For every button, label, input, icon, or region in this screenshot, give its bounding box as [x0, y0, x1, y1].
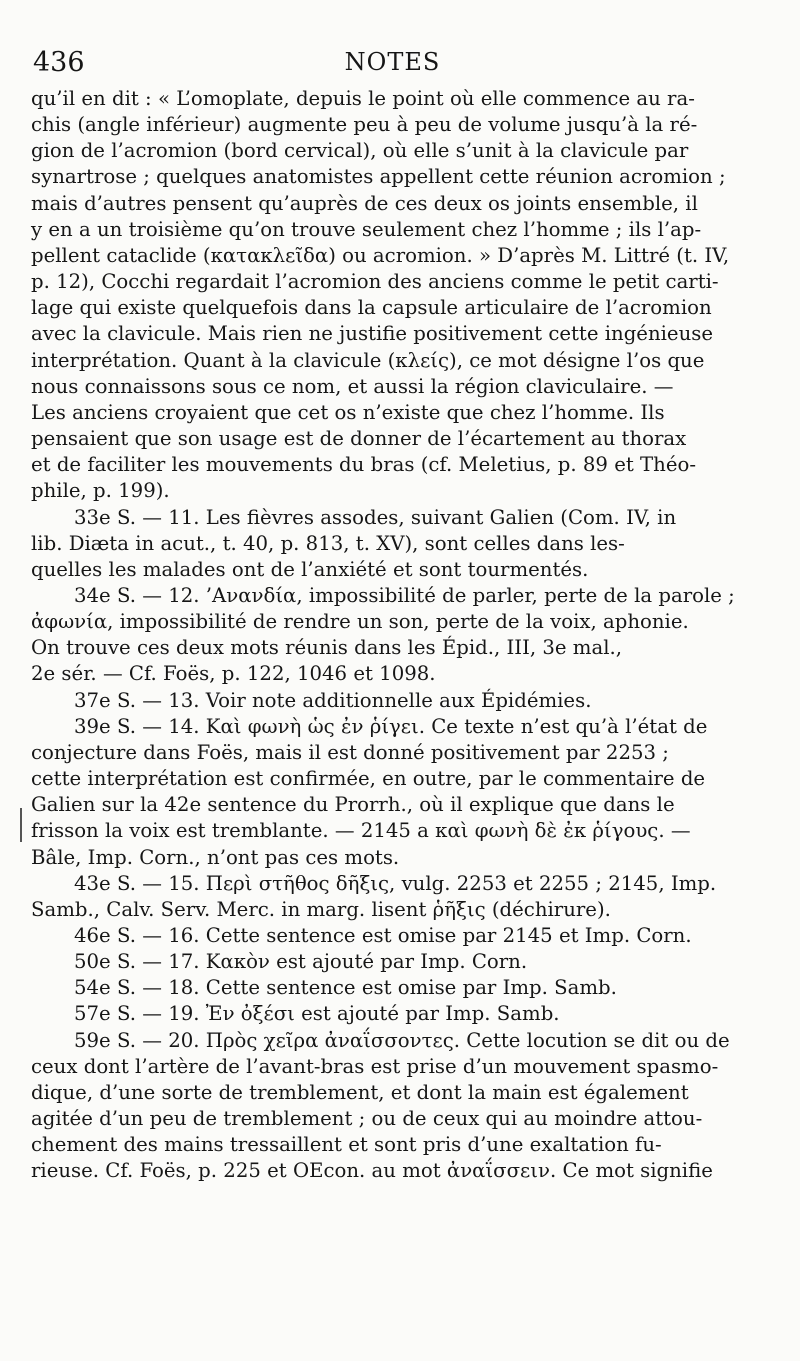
text-line: lib. Diæta in acut., t. 40, p. 813, t. XV), sont celles dans les-: [31, 531, 625, 555]
text-line: dique, d’une sorte de tremblement, et dont la main est également: [31, 1080, 689, 1104]
note-37-line: 37e S. — 13. Voir note additionnelle aux Épidémies.: [74, 688, 592, 712]
note-33-line: 33e S. — 11. Les fièvres assodes, suivant Galien (Com. IV, in: [74, 505, 677, 529]
notes-body: [31, 86, 753, 1185]
note-59-line: 59e S. — 20. Πρὸς χεῖρα ἀναΐσσοντες. Cette locution se dit ou de: [74, 1028, 730, 1052]
text-line: phile, p. 199).: [31, 479, 170, 503]
note-57-line: 57e S. — 19. Ἐν ὀξέσι est ajouté par Imp. Samb.: [74, 1002, 560, 1026]
text-line: ἀφωνία, impossibilité de rendre un son, perte de la voix, aphonie.: [31, 610, 689, 634]
text-line: avec la clavicule. Mais rien ne justifie positivement cette ingénieuse: [31, 322, 714, 346]
text-line: gion de l’acromion (bord cervical), où elle s’unit à la clavicule par: [31, 139, 689, 163]
page-number: 436: [33, 46, 85, 78]
text-line: Galien sur la 42e sentence du Prorrh., où il explique que dans le: [31, 793, 675, 817]
text-line: chis (angle inférieur) augmente peu à peu de volume jusqu’à la ré-: [31, 113, 698, 137]
text-line: Samb., Calv. Serv. Merc. in marg. lisent ῥῆξις (déchirure).: [31, 897, 611, 921]
text-line: y en a un troisième qu’on trouve seulement chez l’homme ; ils l’ap-: [31, 217, 702, 241]
note-50-line: 50e S. — 17. Κακὸν est ajouté par Imp. Corn.: [74, 950, 528, 974]
text-line: quelles les malades ont de l’anxiété et sont tourmentés.: [31, 557, 589, 581]
text-line: Bâle, Imp. Corn., n’ont pas ces mots.: [31, 845, 400, 869]
text-line: agitée d’un peu de tremblement ; ou de ceux qui au moindre attou-: [31, 1107, 703, 1131]
text-line: 2e sér. — Cf. Foës, p. 122, 1046 et 1098.: [31, 662, 436, 686]
text-line: cette interprétation est confirmée, en outre, par le commentaire de: [31, 767, 706, 791]
text-line: conjecture dans Foës, mais il est donné positivement par 2253 ;: [31, 740, 669, 764]
text-line: Les anciens croyaient que cet os n’existe que chez l’homme. Ils: [31, 400, 665, 424]
text-line: ceux dont l’artère de l’avant-bras est prise d’un mouvement spasmo-: [31, 1054, 719, 1078]
note-54-line: 54e S. — 18. Cette sentence est omise par Imp. Samb.: [74, 976, 617, 1000]
text-line: p. 12), Cocchi regardait l’acromion des anciens comme le petit carti-: [31, 270, 719, 294]
running-head: NOTES: [344, 48, 441, 76]
text-line: frisson la voix est tremblante. — 2145 a καὶ φωνὴ δὲ ἐκ ῥίγους. —: [31, 819, 691, 843]
text-line: interprétation. Quant à la clavicule (κλείς), ce mot désigne l’os que: [31, 348, 705, 372]
text-line: et de faciliter les mouvements du bras (cf. Meletius, p. 89 et Théo-: [31, 453, 697, 477]
text-line: synartrose ; quelques anatomistes appellent cette réunion acromion ;: [31, 165, 726, 189]
text-line: pellent cataclide (κατακλεῖδα) ou acromion. » D’après M. Littré (t. IV,: [31, 243, 730, 267]
note-34-line: 34e S. — 12. ’Ανανδία, impossibilité de parler, perte de la parole ;: [74, 583, 735, 607]
note-46-line: 46e S. — 16. Cette sentence est omise par 2145 et Imp. Corn.: [74, 924, 692, 947]
text-line: On trouve ces deux mots réunis dans les Épid., III, 3e mal.,: [31, 636, 623, 660]
page-header: [33, 44, 752, 80]
note-43-line: 43e S. — 15. Περὶ στῆθος δῆξις, vulg. 2253 et 2255 ; 2145, Imp.: [74, 871, 717, 895]
text-line: rieuse. Cf. Foës, p. 225 et OEcon. au mot ἀναΐσσειν. Ce mot signifie: [31, 1159, 713, 1183]
text-line: mais d’autres pensent qu’auprès de ces deux os joints ensemble, il: [31, 191, 698, 215]
text-line: lage qui existe quelquefois dans la capsule articulaire de l’acromion: [31, 296, 712, 320]
margin-mark: [20, 808, 22, 842]
text-line: chement des mains tressaillent et sont pris d’une exaltation fu-: [31, 1133, 662, 1157]
text-line: pensaient que son usage est de donner de l’écartement au thorax: [31, 427, 687, 451]
note-39-line: 39e S. — 14. Καὶ φωνὴ ὡς ἐν ῥίγει. Ce texte n’est qu’à l’état de: [74, 714, 708, 738]
text-line: nous connaissons sous ce nom, et aussi la région claviculaire. —: [31, 374, 674, 398]
text-line: qu’il en dit : « L’omoplate, depuis le point où elle commence au ra-: [31, 87, 695, 110]
